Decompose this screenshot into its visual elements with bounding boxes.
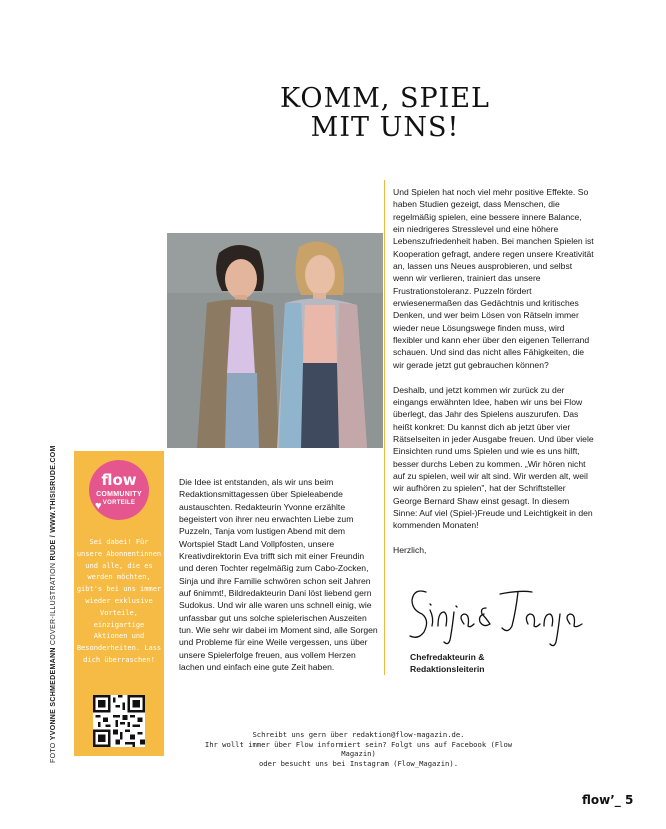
- editors-photo: [167, 233, 383, 448]
- credit-name-photo: YVONNE SCHMEDEMANN: [50, 647, 57, 741]
- community-promo-text: Sei dabei! Für unsere Abonnentinnen und alle, die es werden möchten, gibt's bei uns immer wieder exklusive Vorteile, einzigartige Aktionen und Besonderheiten. Lass dich überraschen!: [76, 538, 162, 664]
- footer-line-3: oder besucht uns bei Instagram (Flow_Magazin).: [258, 758, 459, 768]
- greeting: Herzlich,: [393, 545, 427, 556]
- photo-credit: [50, 423, 57, 763]
- contact-footer: [186, 730, 531, 768]
- paragraph-effects: Und Spielen hat noch viel mehr positive Effekte. So haben Studien gezeigt, dass Menschen, die regelmäßig spielen, eine bessere innere Balance, ein niedrigeres Stresslevel und eine höhere Lebenszufriedenheit haben. Bei manchen Spielen ist Kooperation gefragt, andere regen unsere Kreativität an, lassen uns Neues ausprobieren, und selbst wenn wir verlieren, trainiert das unsere Frustrationstoleranz. Puzzeln fördert erwiesenermaßen das Gedächtnis und kritisches Denken, und wer beim Lösen von Rätseln immer wieder neue Lösungswege finden muss, wird flexibler und kann eher über den eigenen Tellerrand schauen. Und sind das nicht alles Fähigkeiten, die wir gerade jetzt gut gebrauchen können?: [393, 187, 594, 370]
- signature-caption-line-2: Redaktionsleiterin: [410, 664, 485, 674]
- badge-sublabel: VORTEILE: [102, 500, 136, 506]
- paragraph-year-of-play: Deshalb, und jetzt kommen wir zurück zu der eingangs erwähnten Idee, haben wir uns bei Flow überlegt, das Jahr des Spielens auszurufen. Das heißt konkret: Du kannst dich ab jetzt über vier Rätselseiten in jeder Ausgabe freuen. Und über viele Einsichten rund ums Spielen und wie es uns hilft, besser durchs Leben zu kommen. „Wir hören nicht auf zu spielen, weil wir alt sind. Wir werden alt, weil wir aufhören zu spielen", hat der Schriftsteller George Bernard Shaw einst gesagt. In diesem Sinne: Auf viel (Spiel-)Freude und Leichtigkeit in den kommenden Monaten!: [393, 384, 594, 531]
- footer-line-1: Schreibt uns gern über redaktion@flow-magazin.de.: [252, 730, 465, 739]
- column-divider: [384, 180, 385, 675]
- heart-icon: ♥: [95, 500, 102, 512]
- credit-label-illustration: COVER-ILLUSTRATION: [50, 562, 57, 646]
- flow-community-badge: [89, 460, 149, 520]
- text-column-right: [393, 186, 595, 556]
- signature-caption: [410, 651, 485, 675]
- footer-line-2: Ihr wollt immer über Flow informiert sein? Folgt uns auf Facebook (Flow Magazin): [204, 739, 513, 759]
- page-title: [240, 84, 530, 142]
- credit-label-photo: FOTO: [50, 742, 57, 763]
- credit-name-illustration: RUDE / WWW.THISISRUDE.COM: [50, 445, 57, 561]
- text-column-left: [179, 476, 379, 674]
- title-line-2: MIT UNS!: [310, 112, 460, 143]
- qr-code[interactable]: [93, 695, 145, 747]
- flow-logo: flow: [101, 471, 137, 489]
- page-number: flow’_ 5: [582, 793, 634, 807]
- signature-caption-line-1: Chefredakteurin &: [410, 652, 485, 662]
- handwritten-signature: [400, 580, 590, 650]
- badge-label: COMMUNITY: [96, 491, 142, 498]
- paragraph-intro: Die Idee ist entstanden, als wir uns beim Redaktionsmittagessen über Spieleabende austauschten. Redakteurin Yvonne erzählte begeistert von ihrer neu erwachten Liebe zum Puzzeln, Tanja vom lustigen Abend mit dem Wortspiel Stadt Land Vollpfosten, unsere Kreativdirektorin Eva trifft sich mit einer Freundin und deren Tochter regelmäßig zum Cabo-Zocken, Sinja und ihre Familie schwören schon seit Jahren auf 6nimmt!, Bildredakteurin Dani löst liebend gern Sudokus. Und wir alle waren uns schnell einig, wie unfassbar gut uns solche spielerischen Auszeiten tun. Wie sehr wir dabei im Moment sind, alle Sorgen und Probleme für eine Weile vergessen, uns über unsere Spielerfolge freuen, aus vollem Herzen lachen und einfach eine gute Zeit haben.: [179, 477, 378, 673]
- title-line-1: KOMM, SPIEL: [279, 83, 490, 114]
